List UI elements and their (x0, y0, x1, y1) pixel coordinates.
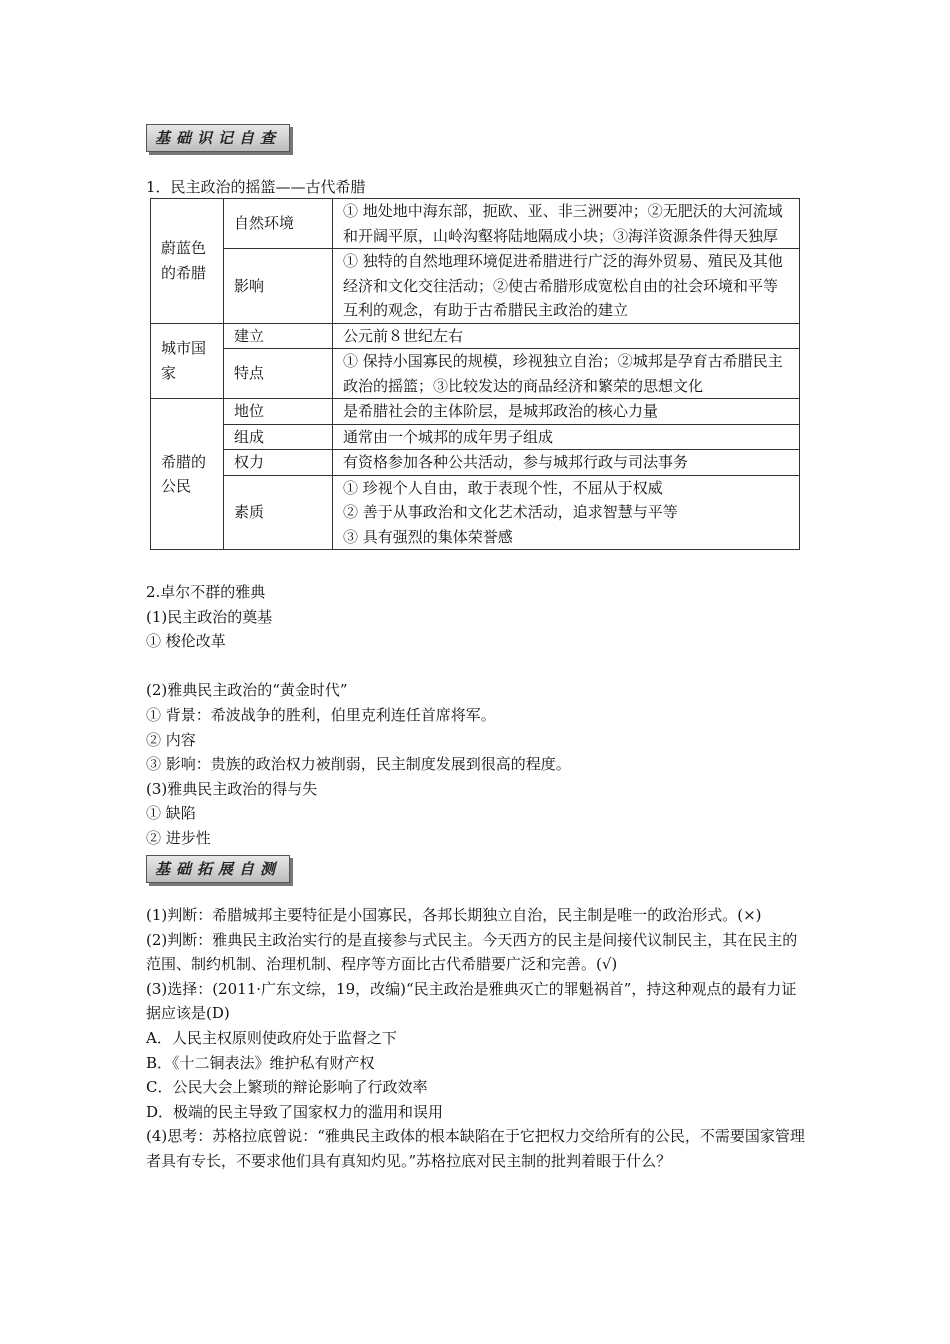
topic2-heading: (2)雅典民主政治的“黄金时代” (146, 681, 348, 700)
section-banner-basic-check: 基础识记自查 (146, 124, 290, 152)
exercise-option: C．公民大会上繁琐的辩论影响了行政效率 (146, 1078, 428, 1097)
content-cell: 有资格参加各种公共活动，参与城邦行政与司法事务 (333, 450, 800, 476)
knowledge-table (150, 198, 800, 550)
quality-line: ② 善于从事政治和文化艺术活动，追求智慧与平等 (343, 503, 678, 521)
subcategory-cell: 特点 (224, 349, 333, 399)
exercise-question: (1)判断：希腊城邦主要特征是小国寡民，各邦长期独立自治，民主制是唯一的政治形式。(×) (146, 906, 762, 924)
topic2-heading: (1)民主政治的奠基 (146, 607, 273, 626)
subcategory-cell: 建立 (224, 323, 333, 349)
topic2-item: ② 进步性 (146, 828, 211, 847)
table-row (151, 399, 800, 425)
exercise-question: (2)判断：雅典民主政治实行的是直接参与式民主。今天西方的民主是间接代议制民主，其在民主的范围、制约机制、治理机制、程序等方面比古代希腊要广泛和完善。(√) (146, 930, 798, 974)
topic2-item: ① 背景：希波战争的胜利，伯里克利连任首席将军。 (146, 705, 496, 724)
table-row (151, 424, 800, 450)
category-cell: 希腊的公民 (151, 399, 224, 550)
exercise-option: B．《十二铜表法》维护私有财产权 (146, 1053, 375, 1072)
content-cell (333, 475, 800, 550)
category-cell: 蔚蓝色的希腊 (151, 199, 224, 324)
content-cell: ① 地处地中海东部，扼欧、亚、非三洲要冲；②无肥沃的大河流域和开阔平原，山岭沟壑将陆地隔成小块；③海洋资源条件得天独厚 (333, 199, 800, 249)
exercise-option: A．人民主权原则使政府处于监督之下 (146, 1028, 397, 1047)
topic2-item: ③ 影响：贵族的政治权力被削弱，民主制度发展到很高的程度。 (146, 755, 571, 774)
exercise-question: (3)选择：(2011·广东文综，19，改编)“民主政治是雅典灭亡的罪魁祸首”，持这种观点的最有力证据应该是(D) (146, 979, 797, 1023)
table-row (151, 450, 800, 476)
subcategory-cell: 自然环境 (224, 199, 333, 249)
table-row (151, 199, 800, 249)
content-cell: 是希腊社会的主体阶层，是城邦政治的核心力量 (333, 399, 800, 425)
topic2-item: ① 缺陷 (146, 804, 196, 823)
content-cell: 公元前８世纪左右 (333, 323, 800, 349)
subcategory-cell: 素质 (224, 475, 333, 550)
topic2-title: 2.卓尔不群的雅典 (146, 583, 266, 601)
topic2-item: ① 梭伦改革 (146, 632, 226, 651)
category-cell: 城市国家 (151, 323, 224, 399)
quality-line: ① 珍视个人自由，敢于表现个性，不屈从于权威 (343, 478, 663, 497)
table-row (151, 475, 800, 550)
exercises-section (146, 903, 806, 1174)
table-row (151, 349, 800, 399)
exercise-question: (4)思考：苏格拉底曾说：“雅典民主政体的根本缺陷在于它把权力交给所有的公民，不需要国家管理者具有专长，不要求他们具有真知灼见。”苏格拉底对民主制的批判着眼于什么？ (146, 1127, 805, 1170)
content-cell: ① 保持小国寡民的规模，珍视独立自治；②城邦是孕育古希腊民主政治的摇篮；③比较发达的商品经济和繁荣的思想文化 (333, 349, 800, 399)
quality-line: ③ 具有强烈的集体荣誉感 (343, 527, 513, 546)
blank-line (146, 654, 806, 679)
content-cell: 通常由一个城邦的成年男子组成 (333, 424, 800, 450)
topic2-item: ② 内容 (146, 730, 196, 749)
subcategory-cell: 权力 (224, 450, 333, 476)
subcategory-cell: 影响 (224, 249, 333, 324)
topic1-title: 1．民主政治的摇篮——古代希腊 (146, 178, 366, 196)
table-row (151, 323, 800, 349)
exercise-option: D．极端的民主导致了国家权力的滥用和误用 (146, 1102, 444, 1121)
content-cell: ① 独特的自然地理环境促进希腊进行广泛的海外贸易、殖民及其他经济和文化交往活动；②使古希腊形成宽松自由的社会环境和平等互利的观念，有助于古希腊民主政治的建立 (333, 249, 800, 324)
subcategory-cell: 组成 (224, 424, 333, 450)
topic2-section (146, 580, 806, 851)
topic2-heading: (3)雅典民主政治的得与失 (146, 779, 318, 798)
table-row (151, 249, 800, 324)
subcategory-cell: 地位 (224, 399, 333, 425)
section-banner-basic-test: 基础拓展自测 (146, 855, 290, 883)
